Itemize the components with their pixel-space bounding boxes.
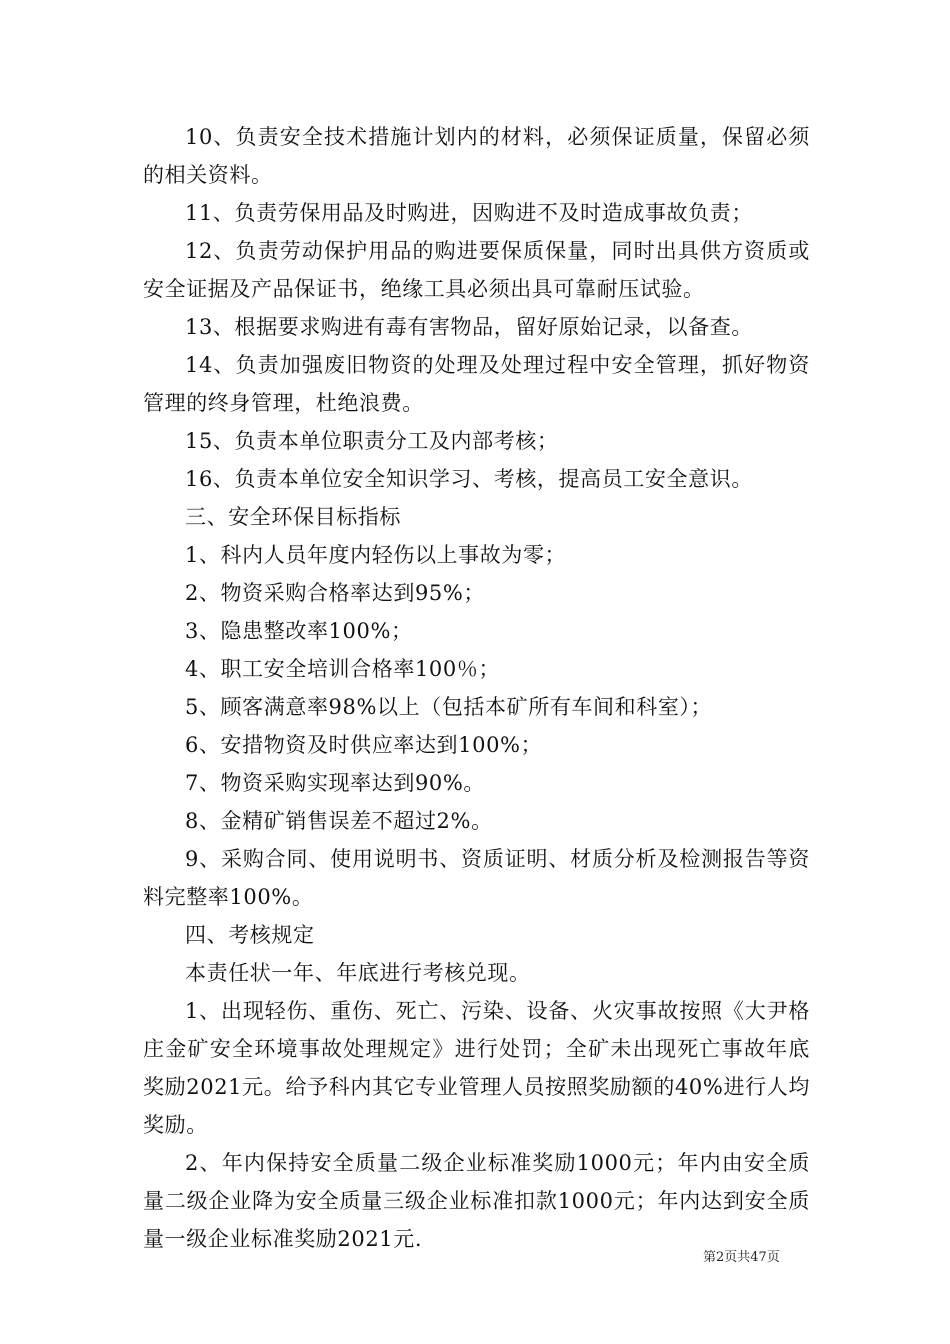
assessment-item-1: 1、出现轻伤、重伤、死亡、污染、设备、火灾事故按照《大尹格庄金矿安全环境事故处理规定》进行处罚；全矿未出现死亡事故年底奖励2021元。给予科内其它专业管理人员按照奖励额的40%进行人均奖励。 [143, 999, 810, 1137]
target-item-1: 1、科内人员年度内轻伤以上事故为零； [185, 543, 567, 567]
target-item-9: 9、采购合同、使用说明书、资质证明、材质分析及检测报告等资料完整率100%。 [143, 847, 810, 909]
section-heading-assessment: 四、考核规定 [185, 923, 315, 947]
paragraph-item-10: 10、负责安全技术措施计划内的材料，必须保证质量，保留必须的相关资料。 [143, 125, 810, 187]
document-body [143, 118, 810, 1258]
paragraph-item-14: 14、负责加强废旧物资的处理及处理过程中安全管理，抓好物资管理的终身管理，杜绝浪费。 [143, 353, 810, 415]
assessment-item-2: 2、年内保持安全质量二级企业标准奖励1000元；年内由安全质量二级企业降为安全质量三级企业标准扣款1000元；年内达到安全质量一级企业标准奖励2021元. [143, 1151, 810, 1251]
target-item-8: 8、金精矿销售误差不超过2%。 [185, 809, 493, 833]
assessment-intro: 本责任状一年、年底进行考核兑现。 [185, 961, 531, 985]
target-item-2: 2、物资采购合格率达到95%； [185, 581, 486, 605]
target-item-3: 3、隐患整改率100%； [185, 619, 413, 643]
page-number: 第2页共47页 [703, 1250, 780, 1265]
paragraph-item-12: 12、负责劳动保护用品的购进要保质保量，同时出具供方资质或安全证据及产品保证书，绝缘工具必须出具可靠耐压试验。 [143, 239, 810, 301]
paragraph-item-11: 11、负责劳保用品及时购进，因购进不及时造成事故负责； [185, 201, 753, 225]
target-item-6: 6、安措物资及时供应率达到100%； [185, 733, 543, 757]
target-item-4: 4、职工安全培训合格率100％； [185, 657, 501, 681]
paragraph-item-16: 16、负责本单位安全知识学习、考核，提高员工安全意识。 [185, 467, 753, 491]
paragraph-item-15: 15、负责本单位职责分工及内部考核； [185, 429, 559, 453]
target-item-7: 7、物资采购实现率达到90%。 [185, 771, 486, 795]
paragraph-item-13: 13、根据要求购进有毒有害物品，留好原始记录，以备查。 [185, 315, 753, 339]
section-heading-targets: 三、安全环保目标指标 [185, 505, 401, 529]
target-item-5: 5、顾客满意率98%以上（包括本矿所有车间和科室）； [185, 695, 713, 719]
